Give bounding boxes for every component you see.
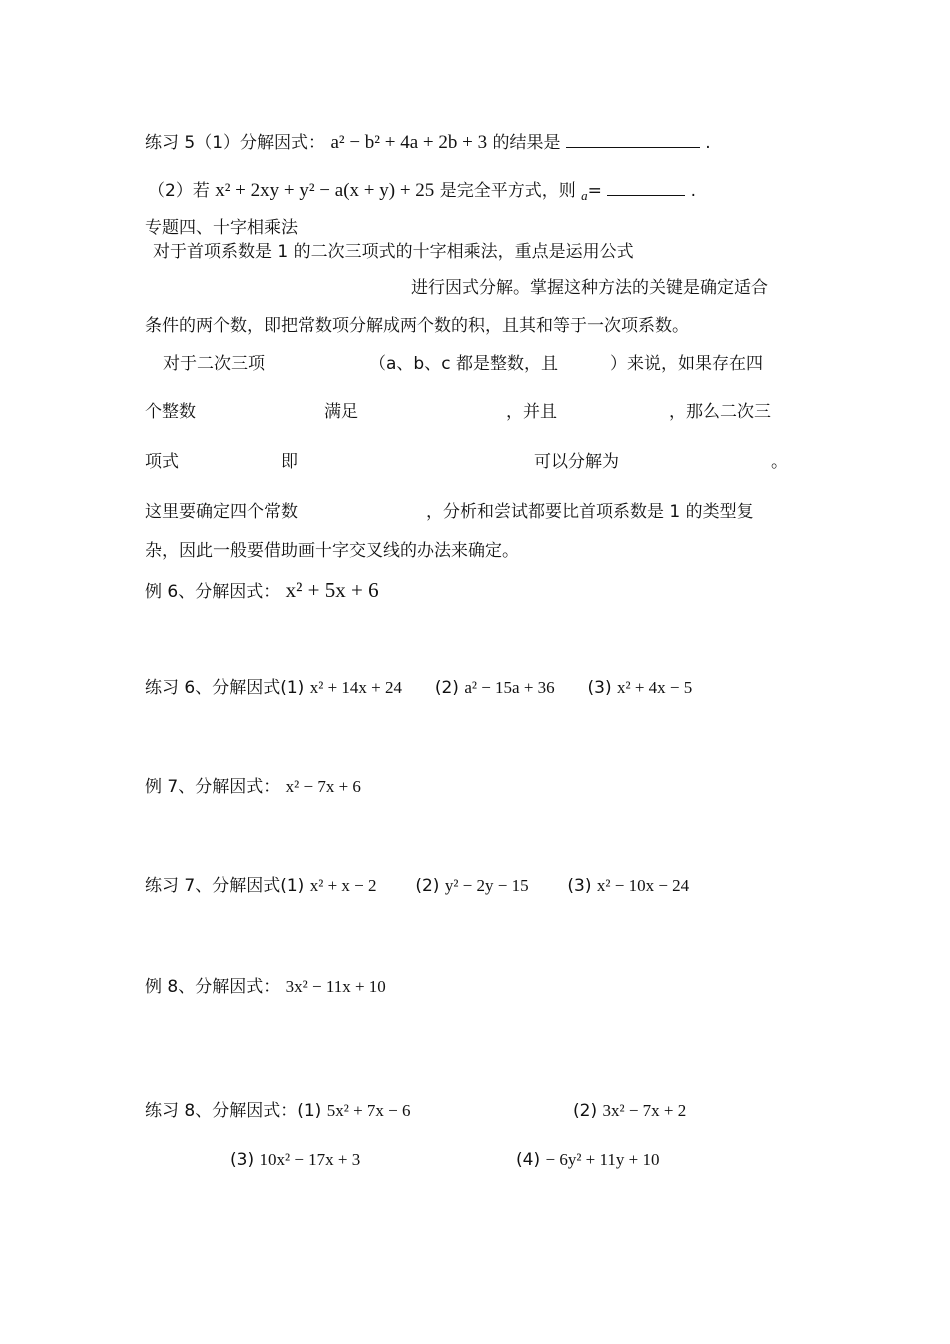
equals-sign: = xyxy=(587,181,602,201)
period: . xyxy=(705,133,711,153)
practice5-suffix: 的结果是 xyxy=(492,133,561,153)
answer-blank-a[interactable] xyxy=(607,181,685,196)
section-paragraph-line7 xyxy=(145,501,754,523)
text-segment: ，分析和尝试都要比首项系数是 1 的类型复 xyxy=(426,502,754,522)
text-segment: ，并且 xyxy=(506,402,557,422)
example6-label: 例 6、分解因式： xyxy=(145,582,281,602)
section-paragraph-line5 xyxy=(145,401,771,423)
practice8-expr1: 5x² + 7x − 6 xyxy=(326,1101,411,1120)
text-segment: 项式 xyxy=(145,452,179,472)
section-paragraph-line1: 对于首项系数是 1 的二次三项式的十字相乘法，重点是运用公式 xyxy=(153,242,634,262)
example7 xyxy=(145,776,361,798)
practice5-line1 xyxy=(145,132,711,154)
answer-blank[interactable] xyxy=(566,133,700,148)
text-segment: 这里要确定四个常数 xyxy=(145,502,298,522)
example8 xyxy=(145,976,386,998)
practice8-expr4: − 6y² + 11y + 10 xyxy=(545,1150,660,1169)
practice7-expr1: x² + x − 2 xyxy=(309,876,377,895)
text-segment: 可以分解为 xyxy=(534,452,619,472)
section-paragraph-line8: 杂，因此一般要借助画十字交叉线的办法来确定。 xyxy=(145,541,519,561)
practice7-expr3: x² − 10x − 24 xyxy=(596,876,690,895)
text-segment: 。 xyxy=(771,452,788,472)
text-segment: ，那么二次三 xyxy=(669,402,771,422)
section-paragraph-line4 xyxy=(163,353,763,375)
item-number: (3) xyxy=(587,678,612,698)
item-number: (4) xyxy=(516,1150,541,1170)
practice5-label: 练习 5（1）分解因式： xyxy=(145,133,326,153)
item-number: (2) xyxy=(415,876,440,896)
example8-label: 例 8、分解因式： xyxy=(145,977,281,997)
practice7-label: 练习 7、分解因式(1) xyxy=(145,876,305,896)
period: . xyxy=(690,181,697,201)
section-title: 专题四、十字相乘法 xyxy=(145,218,298,238)
practice8-item4 xyxy=(516,1149,659,1171)
practice6-expr1: x² + 14x + 24 xyxy=(309,678,402,697)
practice7-expr2: y² − 2y − 15 xyxy=(444,876,529,895)
practice5-part2-prefix: （2）若 xyxy=(148,181,210,201)
practice8-item3 xyxy=(230,1149,360,1171)
practice5-part2-mid: 是完全平方式，则 xyxy=(439,181,576,201)
section-paragraph-line2: 进行因式分解。掌握这种方法的关键是确定适合 xyxy=(411,278,768,298)
text-segment: 对于二次三项 xyxy=(163,354,265,374)
practice8-item2 xyxy=(573,1100,686,1122)
text-segment: ）来说，如果存在四 xyxy=(609,354,763,374)
practice6-expr2: a² − 15a + 36 xyxy=(464,678,555,697)
practice6-expr3: x² + 4x − 5 xyxy=(617,678,693,697)
practice5-expr: a² − b² + 4a + 2b + 3 xyxy=(330,132,488,153)
text-segment: 即 xyxy=(281,452,298,472)
practice5-line2 xyxy=(148,180,696,207)
item-number: (3) xyxy=(567,876,592,896)
text-segment: 个整数 xyxy=(145,402,196,422)
item-number: (3) xyxy=(230,1150,255,1170)
item-number: (2) xyxy=(434,678,459,698)
example7-expr: x² − 7x + 6 xyxy=(285,777,361,796)
example6-expr: x² + 5x + 6 xyxy=(285,578,379,602)
practice5-part2-expr: x² + 2xy + y² − a(x + y) + 25 xyxy=(215,180,435,201)
practice8-expr2: 3x² − 7x + 2 xyxy=(602,1101,687,1120)
example7-label: 例 7、分解因式： xyxy=(145,777,281,797)
practice8-label: 练习 8、分解因式：(1) xyxy=(145,1101,322,1121)
variable-a: a xyxy=(581,188,588,203)
section-paragraph-line6 xyxy=(145,451,788,473)
example6 xyxy=(145,579,379,603)
practice6 xyxy=(145,677,692,699)
text-segment: （a、b、c 都是整数，且 xyxy=(369,354,558,374)
practice7 xyxy=(145,875,689,897)
text-segment: 满足 xyxy=(324,402,358,422)
example8-expr: 3x² − 11x + 10 xyxy=(285,977,386,996)
item-number: (2) xyxy=(573,1101,598,1121)
practice8-expr3: 10x² − 17x + 3 xyxy=(259,1150,361,1169)
practice6-label: 练习 6、分解因式(1) xyxy=(145,678,305,698)
practice8-line1 xyxy=(145,1100,411,1122)
section-paragraph-line3: 条件的两个数，即把常数项分解成两个数的积，且其和等于一次项系数。 xyxy=(145,316,689,336)
